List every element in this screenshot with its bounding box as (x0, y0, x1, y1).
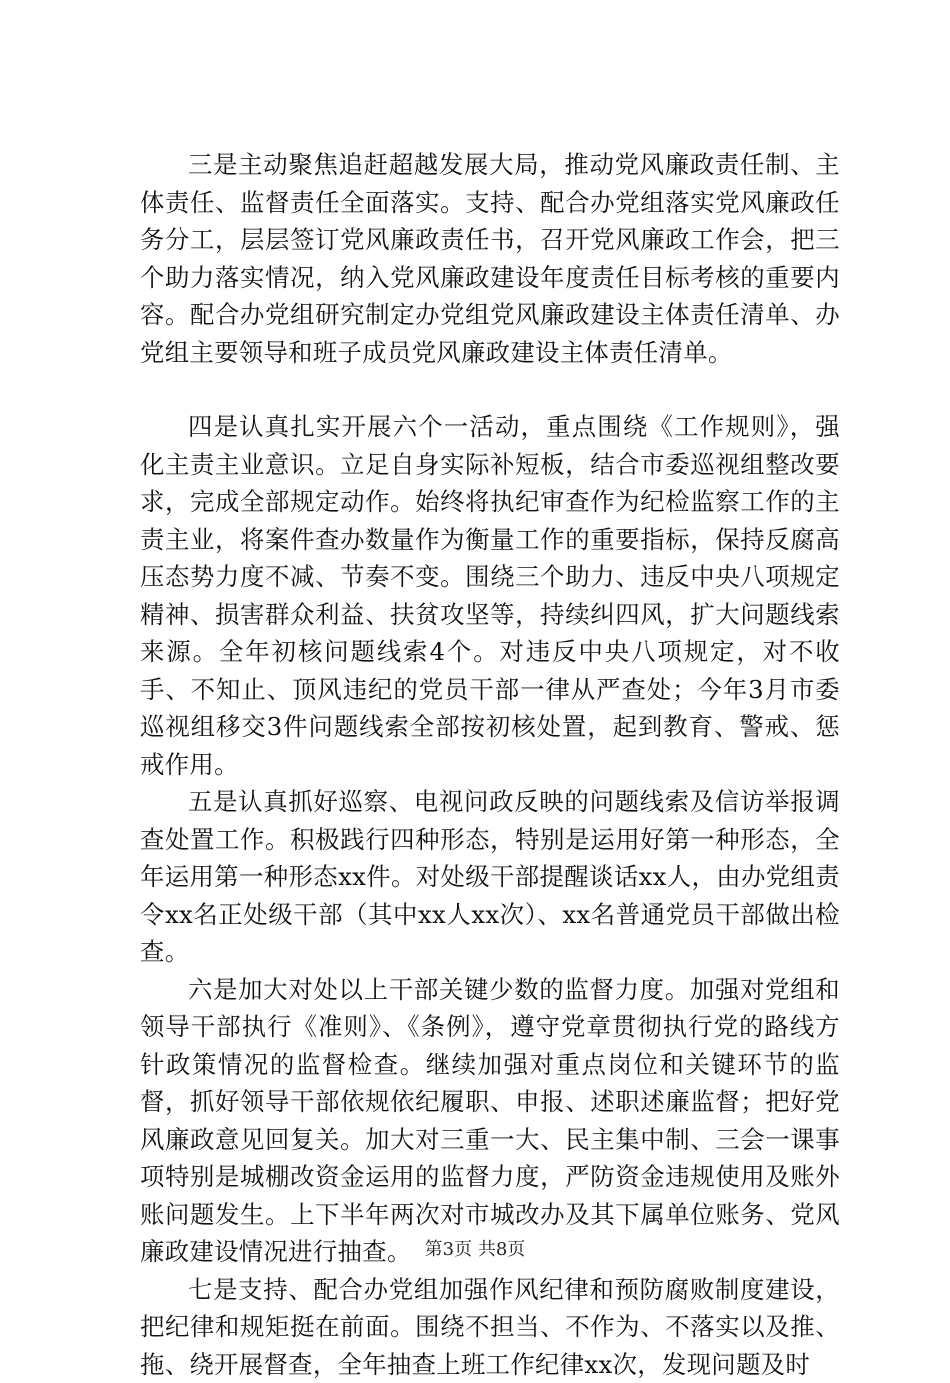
paragraph-three: 三是主动聚焦追赶超越发展大局，推动党风廉政责任制、主体责任、监督责任全面落实。支持、配合办党组落实党风廉政任务分工，层层签订党风廉政责任书，召开党风廉政工作会，把三个助力落实情况，纳入党风廉政建设年度责任目标考核的重要内容。配合办党组研究制定办党组党风廉政建设主体责任清单、办党组主要领导和班子成员党风廉政建设主体责任清单。 (140, 146, 840, 371)
paragraph-six: 六是加大对处以上干部关键少数的监督力度。加强对党组和领导干部执行《准则》、《条例》，遵守党章贯彻执行党的路线方针政策情况的监督检查。继续加强对重点岗位和关键环节的监督，抓好领导干部依规依纪履职、申报、述职述廉监督；把好党风廉政意见回复关。加大对三重一大、民主集中制、三会一课事项特别是城棚改资金运用的监督力度，严防资金违规使用及账外账问题发生。上下半年两次对市城改办及其下属单位账务、党风廉政建设情况进行抽查。 (140, 971, 840, 1271)
paragraph-four: 四是认真扎实开展六个一活动，重点围绕《工作规则》，强化主责主业意识。立足自身实际补短板，结合市委巡视组整改要求，完成全部规定动作。始终将执纪审查作为纪检监察工作的主责主业，将案件查办数量作为衡量工作的重要指标，保持反腐高压态势力度不减、节奏不变。围绕三个助力、违反中央八项规定精神、损害群众利益、扶贫攻坚等，持续纠四风，扩大问题线索来源。全年初核问题线索4个。对违反中央八项规定，对不收手、不知止、顶风违纪的党员干部一律从严查处；今年3月市委巡视组移交3件问题线索全部按初核处置，起到教育、警戒、惩戒作用。 (140, 408, 840, 783)
page-number-footer: 第3页 共8页 (0, 1238, 950, 1262)
document-body (140, 146, 840, 1383)
paragraph-seven: 七是支持、配合办党组加强作风纪律和预防腐败制度建设，把纪律和规矩挺在前面。围绕不担当、不作为、不落实以及推、拖、绕开展督查，全年抽查上班工作纪律xx次，发现问题及时 (140, 1271, 840, 1383)
paragraph-five: 五是认真抓好巡察、电视问政反映的问题线索及信访举报调查处置工作。积极践行四种形态，特别是运用好第一种形态，全年运用第一种形态xx件。对处级干部提醒谈话xx人，由办党组责令xx名正处级干部（其中xx人xx次）、xx名普通党员干部做出检查。 (140, 783, 840, 971)
